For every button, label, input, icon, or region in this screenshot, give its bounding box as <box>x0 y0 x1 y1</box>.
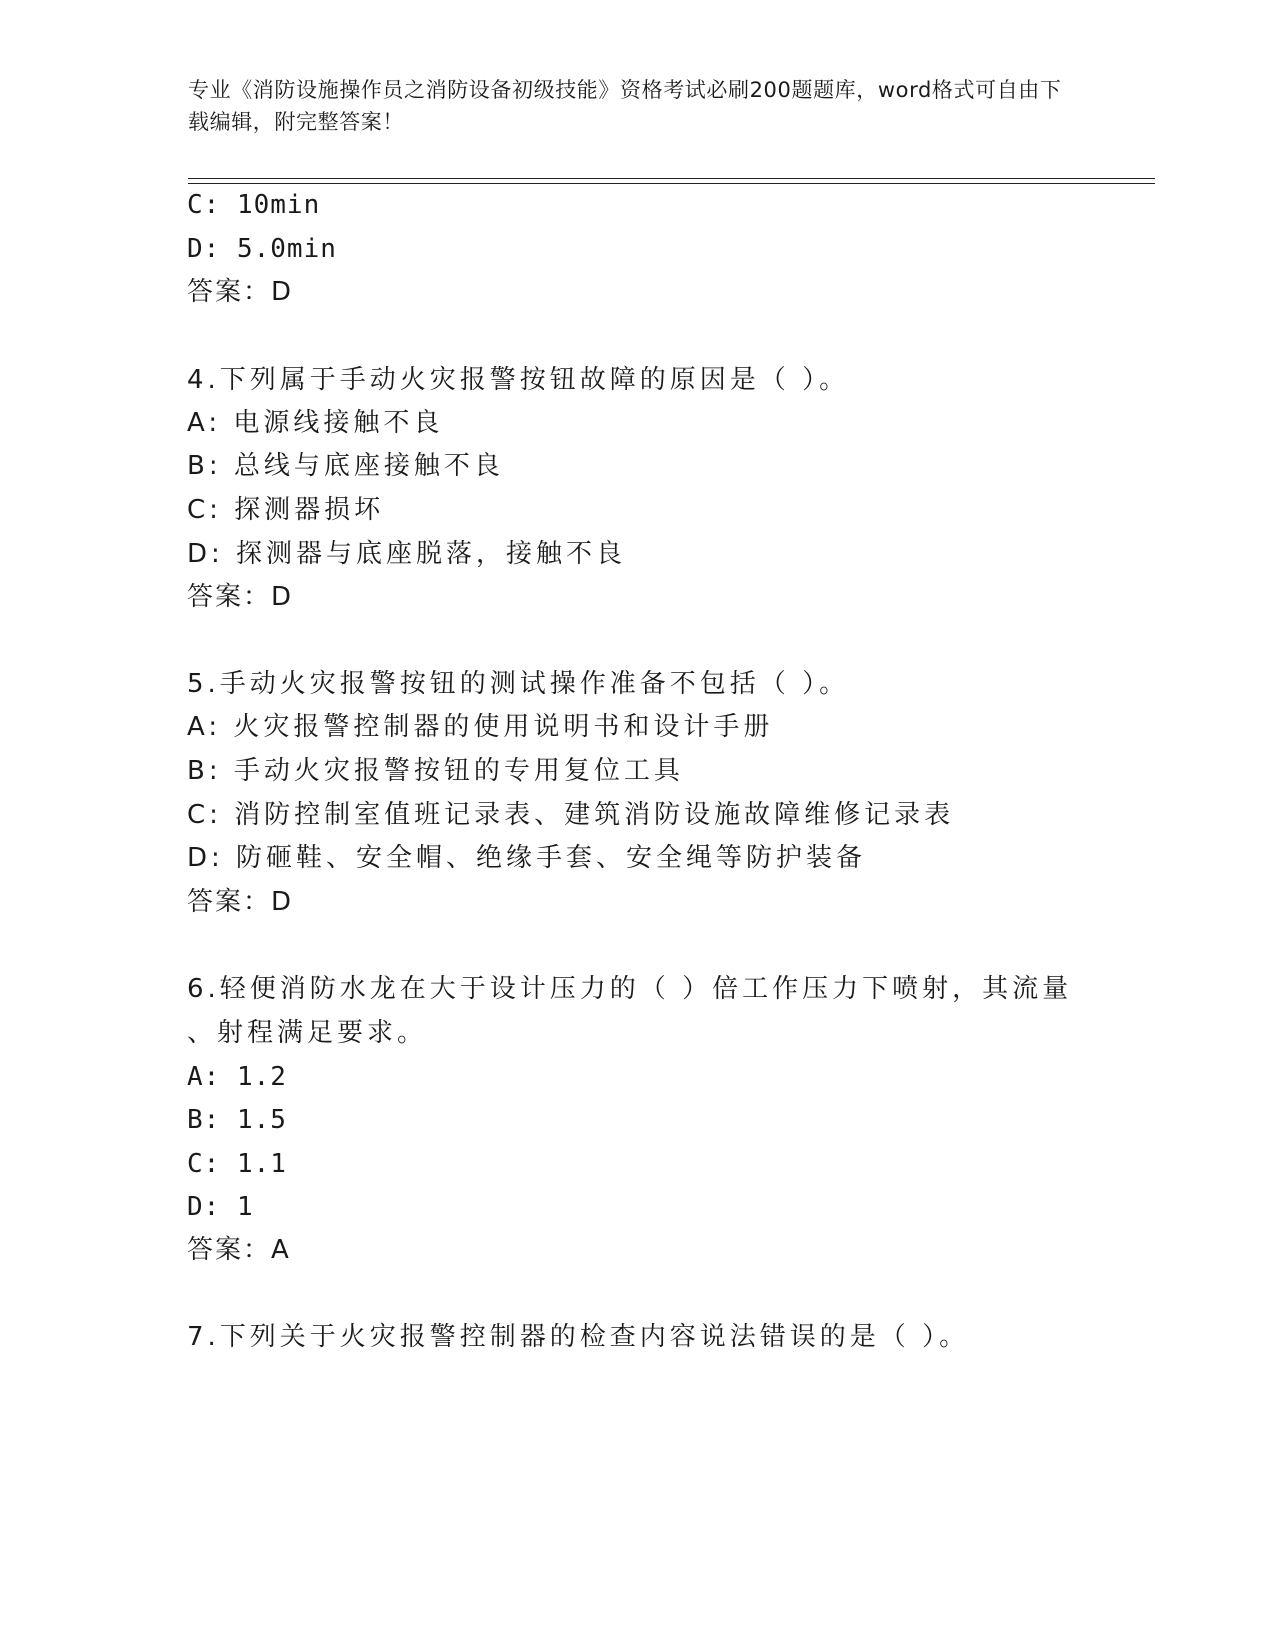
header-divider-bottom <box>188 183 1155 184</box>
q6-stem-line1: 6.轻便消防水龙在大于设计压力的（ ）倍工作压力下喷射，其流量 <box>187 974 1073 1004</box>
header-divider-top <box>188 178 1155 179</box>
q5-answer: 答案：D <box>187 887 294 917</box>
q4-option-c: C: 探测器损坏 <box>187 495 385 525</box>
q5-stem: 5.手动火灾报警按钮的测试操作准备不包括（ ）。 <box>187 669 850 699</box>
document-header: 专业《消防设施操作员之消防设备初级技能》资格考试必刷200题题库，word格式可自由下载编辑，附完整答案！ <box>188 78 1062 134</box>
q3-option-d: D: 5.0min <box>187 234 337 264</box>
q3-answer: 答案：D <box>187 277 294 307</box>
q4-answer: 答案：D <box>187 582 294 612</box>
q5-option-c: C: 消防控制室值班记录表、建筑消防设施故障维修记录表 <box>187 800 955 830</box>
q4-option-b: B: 总线与底座接触不良 <box>187 451 504 481</box>
q4-option-a: A: 电源线接触不良 <box>187 408 444 438</box>
q4-option-d: D: 探测器与底座脱落，接触不良 <box>187 539 627 569</box>
q7-stem: 7.下列关于火灾报警控制器的检查内容说法错误的是（ ）。 <box>187 1322 970 1352</box>
q6-option-d: D: 1 <box>187 1192 254 1222</box>
q6-option-b: B: 1.5 <box>187 1105 287 1135</box>
q3-option-c: C: 10min <box>187 190 321 220</box>
q5-option-a: A: 火灾报警控制器的使用说明书和设计手册 <box>187 712 774 742</box>
q5-option-b: B: 手动火灾报警按钮的专用复位工具 <box>187 756 684 786</box>
q5-option-d: D: 防砸鞋、安全帽、绝缘手套、安全绳等防护装备 <box>187 843 867 873</box>
q6-answer: 答案：A <box>187 1235 291 1265</box>
q4-stem: 4.下列属于手动火灾报警按钮故障的原因是（ ）。 <box>187 365 850 395</box>
q6-option-c: C: 1.1 <box>187 1149 287 1179</box>
q6-stem-line2: 、射程满足要求。 <box>187 1018 428 1048</box>
q6-option-a: A: 1.2 <box>187 1062 287 1092</box>
